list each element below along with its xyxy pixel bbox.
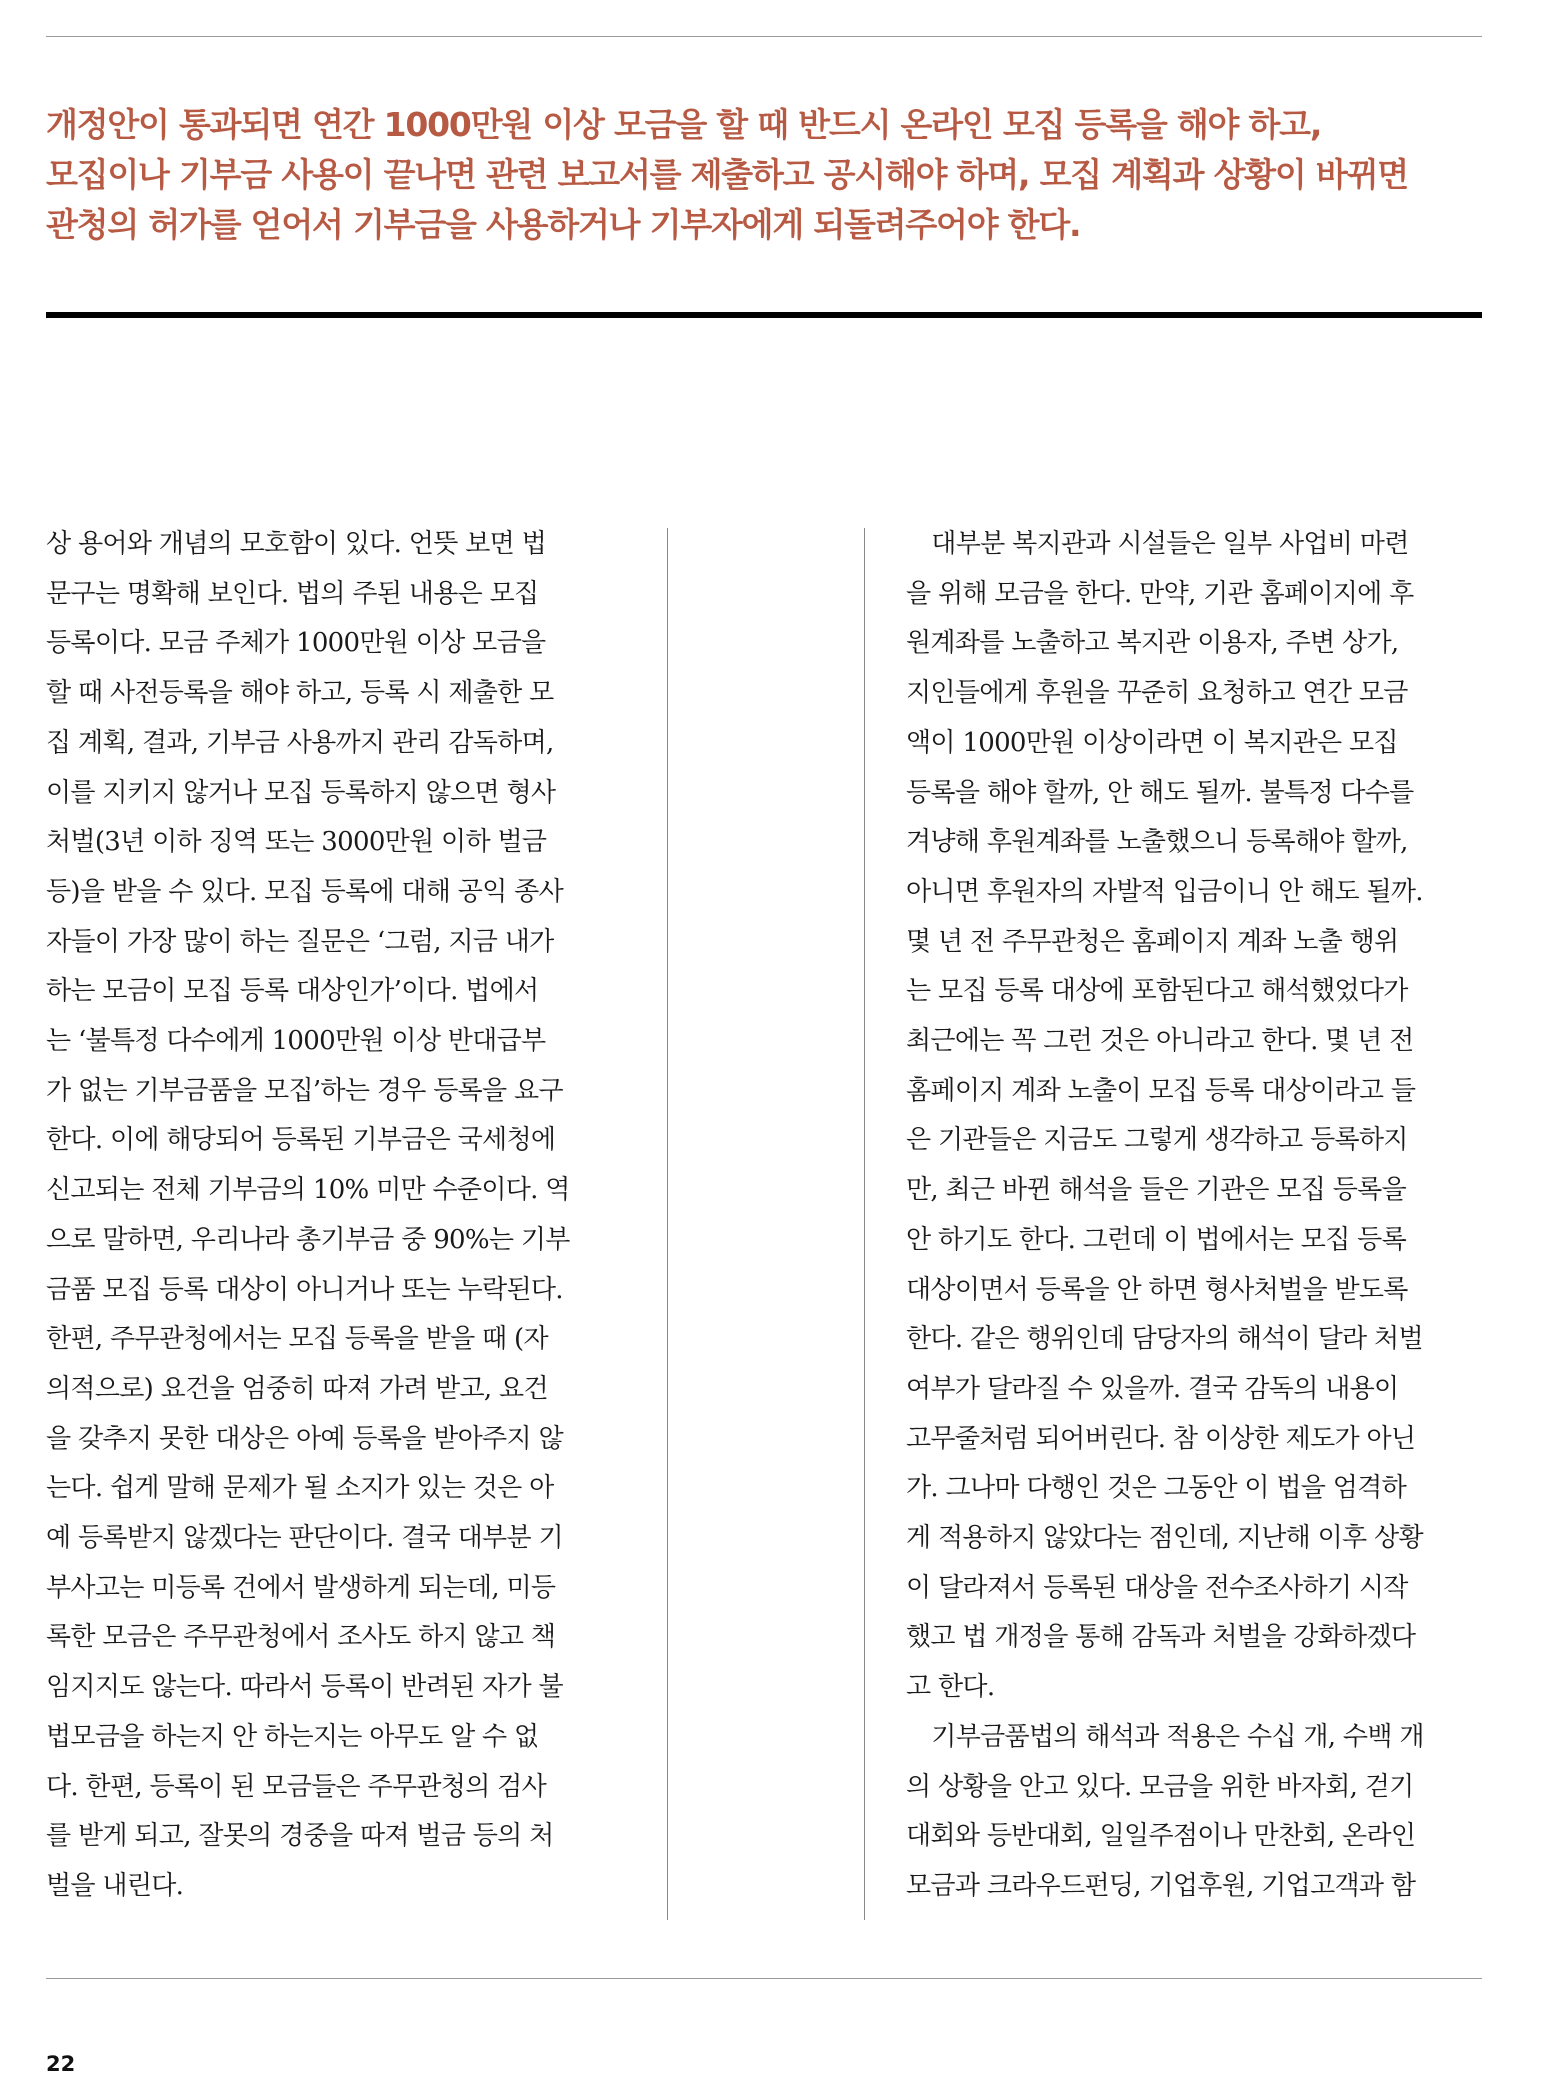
text-line: 기부금품법의 해석과 적용은 수십 개, 수백 개	[906, 1721, 1424, 1752]
text-line: 자들이 가장 많이 하는 질문은 ‘그럼, 지금 내가	[46, 926, 554, 957]
text-line: 을 갖추지 못한 대상은 아예 등록을 받아주지 않	[46, 1423, 563, 1454]
text-line: 임지지도 않는다. 따라서 등록이 반려된 자가 불	[46, 1672, 563, 1703]
pull-quote-line: 개정안이 통과되면 연간 1000만원 이상 모금을 할 때 반드시 온라인 모집 등록을 해야 하고,	[46, 105, 1322, 144]
text-line: 겨냥해 후원계좌를 노출했으니 등록해야 할까,	[906, 827, 1408, 858]
text-line: 가. 그나마 다행인 것은 그동안 이 법을 엄격하	[906, 1473, 1407, 1504]
text-line: 는다. 쉽게 말해 문제가 될 소지가 있는 것은 아	[46, 1473, 554, 1504]
text-line: 몇 년 전 주무관청은 홈페이지 계좌 노출 행위	[906, 926, 1399, 957]
pull-quote	[46, 100, 1486, 250]
top-divider	[46, 36, 1482, 37]
text-line: 는 모집 등록 대상에 포함된다고 해석했었다가	[906, 976, 1408, 1007]
page-number: 22	[46, 2052, 76, 2076]
text-line: 게 적용하지 않았다는 점인데, 지난해 이후 상황	[906, 1523, 1423, 1554]
text-line: 이 달라져서 등록된 대상을 전수조사하기 시작	[906, 1572, 1408, 1603]
pull-quote-line: 관청의 허가를 얻어서 기부금을 사용하거나 기부자에게 되돌려주어야 한다.	[46, 205, 1081, 244]
text-line: 하는 모금이 모집 등록 대상인가’이다. 법에서	[46, 976, 539, 1007]
text-line: 처벌(3년 이하 징역 또는 3000만원 이하 벌금	[46, 827, 547, 858]
text-line: 문구는 명확해 보인다. 법의 주된 내용은 모집	[46, 578, 539, 609]
column-divider	[864, 528, 865, 1920]
text-line: 이를 지키지 않거나 모집 등록하지 않으면 형사	[46, 777, 556, 808]
text-line: 으로 말하면, 우리나라 총기부금 중 90%는 기부	[46, 1224, 570, 1255]
pull-quote-line: 모집이나 기부금 사용이 끝나면 관련 보고서를 제출하고 공시해야 하며, 모집 계획과 상황이 바뀌면	[46, 155, 1408, 194]
text-line: 대회와 등반대회, 일일주점이나 만찬회, 온라인	[906, 1821, 1416, 1852]
text-line: 대부분 복지관과 시설들은 일부 사업비 마련	[906, 529, 1409, 559]
text-line: 의적으로) 요건을 엄중히 따져 가려 받고, 요건	[46, 1373, 548, 1404]
text-line: 고 한다.	[906, 1672, 995, 1703]
text-line: 액이 1000만원 이상이라면 이 복지관은 모집	[906, 727, 1398, 758]
text-line: 을 위해 모금을 한다. 만약, 기관 홈페이지에 후	[906, 578, 1414, 609]
text-line: 할 때 사전등록을 해야 하고, 등록 시 제출한 모	[46, 678, 554, 709]
text-line: 예 등록받지 않겠다는 판단이다. 결국 대부분 기	[46, 1523, 563, 1554]
text-line: 록한 모금은 주무관청에서 조사도 하지 않고 책	[46, 1622, 556, 1653]
text-line: 신고되는 전체 기부금의 10% 미만 수준이다. 역	[46, 1175, 570, 1206]
body-column-left	[46, 520, 646, 1912]
text-line: 한다. 이에 해당되어 등록된 기부금은 국세청에	[46, 1125, 556, 1156]
body-column-right	[906, 520, 1486, 1912]
text-line: 지인들에게 후원을 꾸준히 요청하고 연간 모금	[906, 678, 1408, 709]
text-line: 안 하기도 한다. 그런데 이 법에서는 모집 등록	[906, 1224, 1407, 1255]
text-line: 의 상황을 안고 있다. 모금을 위한 바자회, 걷기	[906, 1771, 1414, 1802]
text-line: 등록을 해야 할까, 안 해도 될까. 불특정 다수를	[906, 777, 1414, 808]
text-line: 아니면 후원자의 자발적 입금이니 안 해도 될까.	[906, 876, 1423, 907]
text-line: 부사고는 미등록 건에서 발생하게 되는데, 미등	[46, 1572, 556, 1603]
text-line: 등)을 받을 수 있다. 모집 등록에 대해 공익 종사	[46, 876, 564, 907]
column-divider	[667, 528, 668, 1920]
text-line: 다. 한편, 등록이 된 모금들은 주무관청의 검사	[46, 1771, 547, 1802]
text-line: 법모금을 하는지 안 하는지는 아무도 알 수 없	[46, 1721, 539, 1752]
pull-quote-bottom-rule	[46, 312, 1482, 318]
text-line: 벌을 내린다.	[46, 1870, 184, 1901]
text-line: 했고 법 개정을 통해 감독과 처벌을 강화하겠다	[906, 1622, 1416, 1653]
text-line: 금품 모집 등록 대상이 아니거나 또는 누락된다.	[46, 1274, 563, 1305]
text-line: 고무줄처럼 되어버린다. 참 이상한 제도가 아닌	[906, 1423, 1416, 1454]
text-line: 모금과 크라우드펀딩, 기업후원, 기업고객과 함	[906, 1870, 1416, 1901]
footer-divider	[46, 1978, 1482, 1979]
text-line: 은 기관들은 지금도 그렇게 생각하고 등록하지	[906, 1125, 1408, 1156]
text-line: 상 용어와 개념의 모호함이 있다. 언뜻 보면 법	[46, 529, 547, 559]
text-line: 를 받게 되고, 잘못의 경중을 따져 벌금 등의 처	[46, 1821, 554, 1852]
text-line: 가 없는 기부금품을 모집’하는 경우 등록을 요구	[46, 1075, 563, 1106]
text-line: 원계좌를 노출하고 복지관 이용자, 주변 상가,	[906, 628, 1399, 659]
text-line: 한편, 주무관청에서는 모집 등록을 받을 때 (자	[46, 1324, 548, 1355]
text-line: 대상이면서 등록을 안 하면 형사처벌을 받도록	[906, 1274, 1408, 1305]
text-line: 만, 최근 바뀐 해석을 들은 기관은 모집 등록을	[906, 1175, 1407, 1206]
text-line: 한다. 같은 행위인데 담당자의 해석이 달라 처벌	[906, 1324, 1423, 1355]
text-line: 는 ‘불특정 다수에게 1000만원 이상 반대급부	[46, 1026, 546, 1057]
text-line: 최근에는 꼭 그런 것은 아니라고 한다. 몇 년 전	[906, 1026, 1414, 1057]
text-line: 여부가 달라질 수 있을까. 결국 감독의 내용이	[906, 1373, 1399, 1404]
text-line: 등록이다. 모금 주체가 1000만원 이상 모금을	[46, 628, 546, 659]
text-line: 홈페이지 계좌 노출이 모집 등록 대상이라고 들	[906, 1075, 1416, 1106]
text-line: 집 계획, 결과, 기부금 사용까지 관리 감독하며,	[46, 727, 554, 758]
